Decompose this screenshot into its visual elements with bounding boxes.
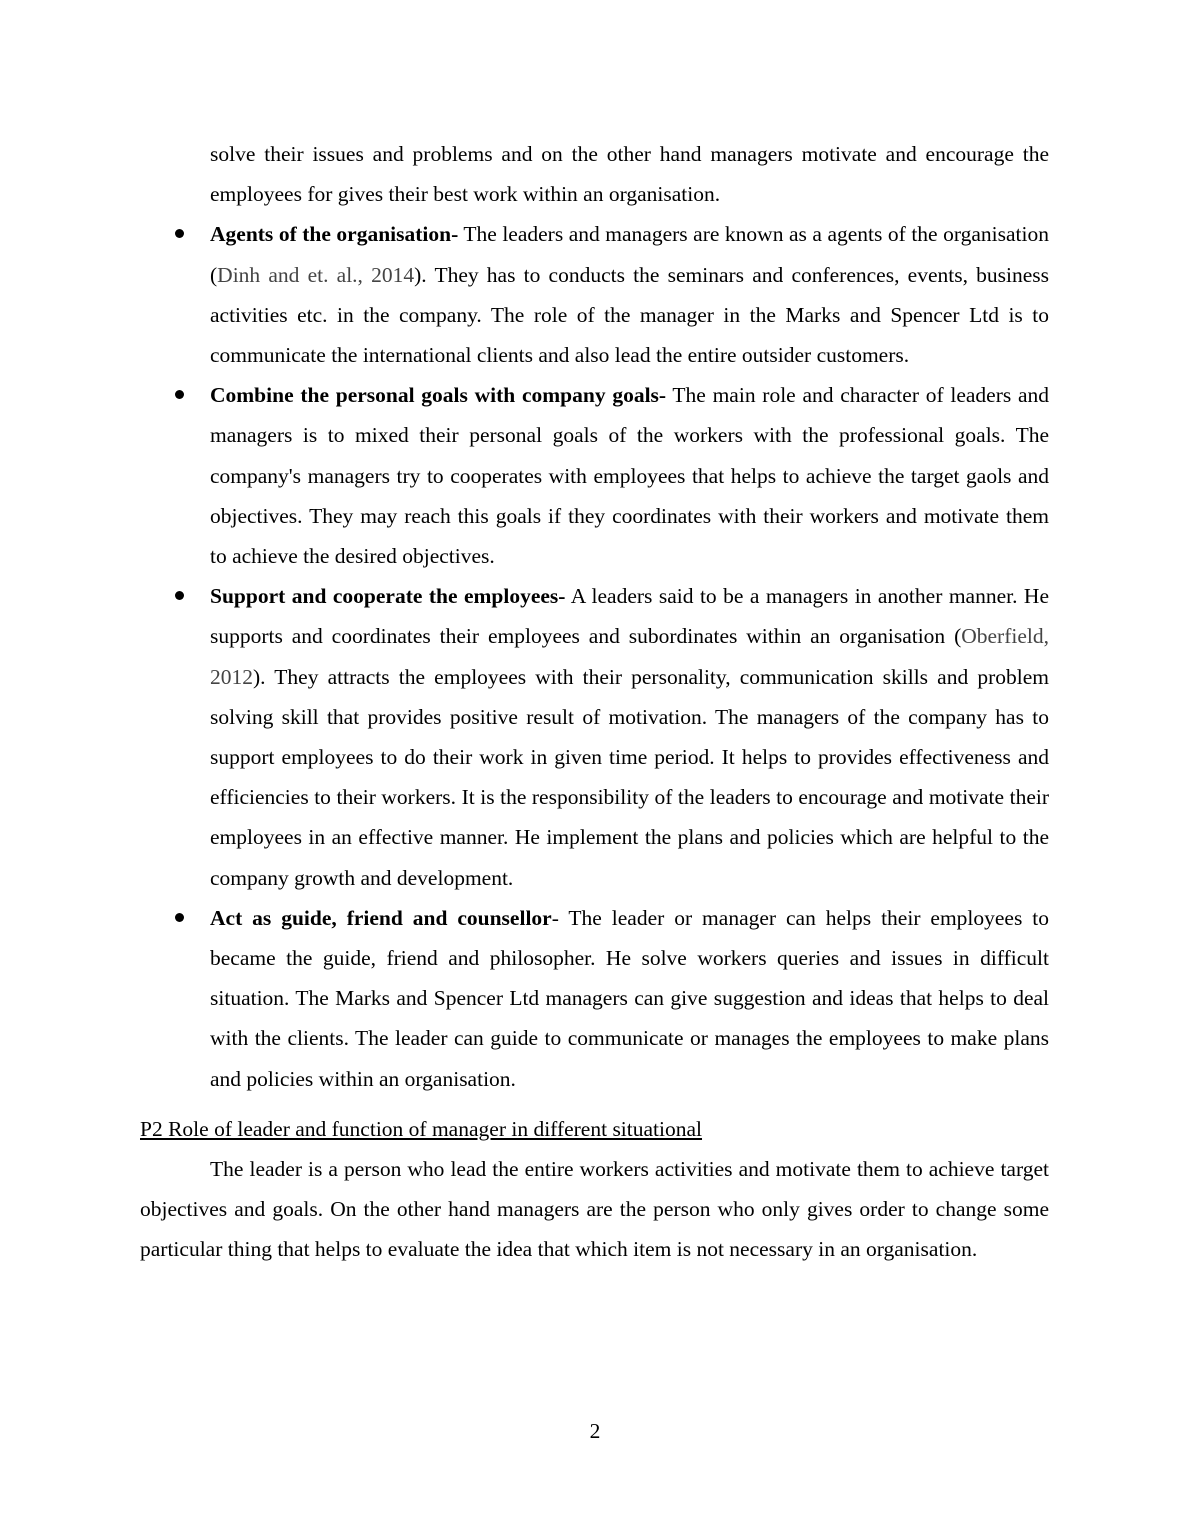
bullet-item [140, 375, 1049, 576]
bullet-icon [175, 390, 184, 399]
bullet-term: Agents of the organisation- [210, 222, 459, 247]
page-number: 2 [589, 1419, 601, 1443]
bullet-text: The main role and character of leaders and managers is to mixed their personal goals of the workers with the professional goals. The company's managers try to cooperates with employees that helps to achieve the target gaols and objectives. They may reach this goals if they coordinates with their workers and motivate them to achieve the desired objectives. [210, 383, 1049, 569]
bullet-icon [175, 229, 184, 238]
bullet-icon [175, 591, 184, 600]
citation: Dinh and et. al., 2014 [217, 262, 415, 287]
bullet-text-continued: ). They attracts the employees with their personality, communication skills and problem solving skill that provides positive result of motivation. The managers of the company has to support employees to do their work in given time period. It helps to provides effectiveness and efficiencies to their workers. It is the responsibility of the leaders to encourage and motivate their employees in an effective manner. He implement the plans and policies which are helpful to the company growth and development. [210, 664, 1049, 890]
continuation-paragraph: solve their issues and problems and on the other hand managers motivate and encourage the employees for gives their best work within an organisation. [210, 142, 1049, 207]
bullet-text-continued: ). They has to conducts the seminars and conferences, events, business activities etc. in the company. The role of the manager in the Marks and Spencer Ltd is to communicate the international clients and also lead the entire outsider customers. [210, 262, 1049, 368]
bullet-term: Act as guide, friend and counsellor [210, 905, 552, 930]
bullet-item [140, 898, 1049, 1099]
bullet-text: A leaders said to be a managers in another manner. He supports and coordinates their employees and subordinates within an organisation ( [210, 584, 1049, 649]
bullet-term: Support and cooperate the employees- [210, 584, 566, 609]
bullet-text: The leaders and managers are known as a agents of the organisation ( [210, 222, 1049, 287]
bullet-item [140, 214, 1049, 375]
section-heading: P2 Role of leader and function of manager in different situational [140, 1116, 703, 1141]
document-body [140, 134, 1049, 1270]
bullet-item [140, 576, 1049, 898]
bullet-list [140, 214, 1049, 1098]
section-paragraph: The leader is a person who lead the entire workers activities and motivate them to achieve target objectives and goals. On the other hand managers are the person who only gives order to change some particular thing that helps to evaluate the idea that which item is not necessary in an organisation. [140, 1157, 1049, 1262]
citation: Oberfield, 2012 [210, 624, 1049, 689]
bullet-text: - The leader or manager can helps their employees to became the guide, friend and philosopher. He solve workers queries and issues in difficult situation. The Marks and Spencer Ltd managers can give suggestion and ideas that helps to deal with the clients. The leader can guide to communicate or manages the employees to make plans and policies within an organisation. [210, 905, 1049, 1091]
bullet-term: Combine the personal goals with company goals- [210, 383, 667, 408]
bullet-icon [175, 913, 184, 922]
